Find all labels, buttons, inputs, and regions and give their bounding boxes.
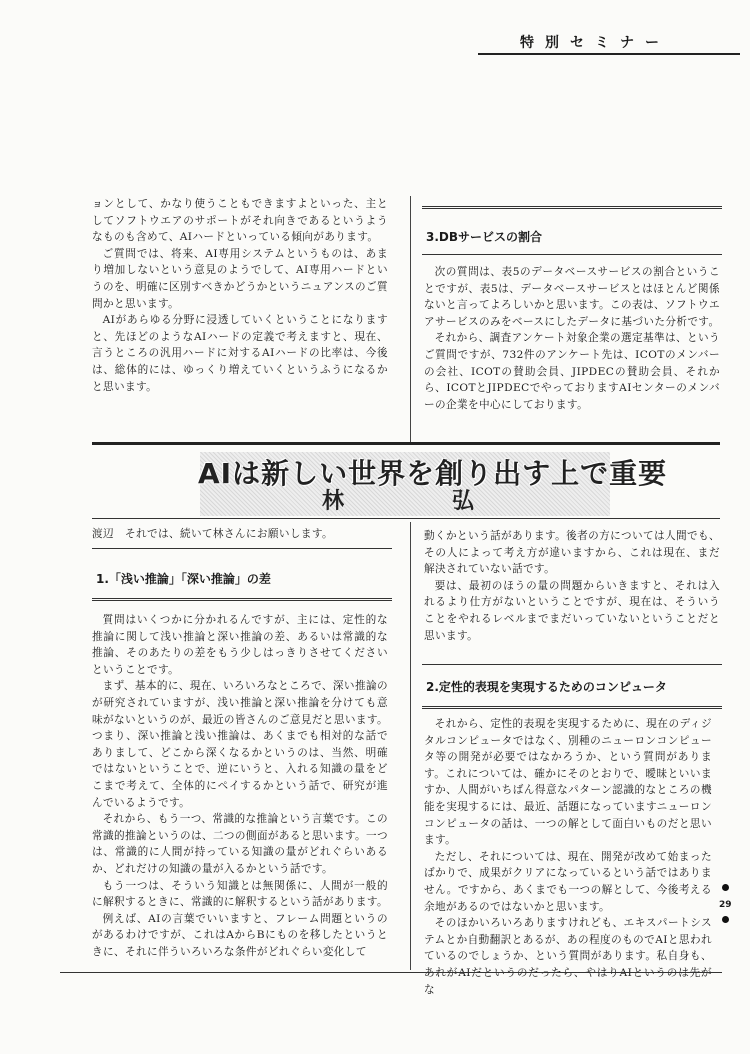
section-heading-db: 3.DBサービスの割合 [426, 230, 543, 244]
section-rule-top [422, 206, 722, 209]
paragraph: 要は、最初のほうの量の問題からいきますと、それは入れるより仕方がないということですが、現在は、そういうことをやれるレベルまでまだいっていないということだと思います。 [424, 579, 720, 642]
section-header-title: 特別セミナー [520, 35, 670, 51]
paragraph: もう一つは、そういう知識とは無関係に、人間が一般的に解釈するときに、常識的に解釈するという話があります。 [92, 879, 388, 909]
top-left-column [92, 196, 388, 395]
top-right-column [424, 264, 720, 413]
section-rule-top [422, 664, 722, 665]
bottom-right-column-b [424, 716, 712, 998]
article-top-rule [92, 442, 720, 445]
header-rule [478, 53, 740, 55]
bottom-right-column-a [424, 528, 720, 644]
section-rule [92, 598, 392, 601]
paragraph: ご質問では、将来、AI専用システムというものは、あまり増加しないという意見のようでして、AI専用ハードというのを、明確に区別すべきかどうかというニュアンスのご質問かと思います。 [92, 247, 388, 310]
paragraph: 質問はいくつかに分かれるんですが、主には、定性的な推論に関して浅い推論と深い推論の差、あるいは常識的な推論、そのあたりの差をもう少しはっきりさせてくださいということです。 [92, 614, 388, 676]
author-given-name: 弘 [452, 489, 475, 514]
bottom-left-column [92, 612, 388, 960]
paragraph: 例えば、AIの言葉でいいますと、フレーム問題というのがあるわけですが、これはAからBにものを移したというときに、それに伴ういろいろな条件がどれぐらい変化して [92, 912, 388, 958]
paragraph: 動くかという話があります。後者の方については人間でも、その人によって考え方が違いますから、これは現在、まだ解決されていない話です。 [424, 530, 720, 576]
paragraph: ただし、それについては、現在、開発が改めて始まったばかりで、成果がクリアになっているという話ではありません。ですから、あくまでも一つの解として、今後考える余地があるのではないかと思います。 [424, 850, 712, 913]
page-number: 29 [719, 900, 732, 910]
paragraph: それから、定性的表現を実現するために、現在のディジタルコンピュータではなく、別種のニューロンコンピュータ等の開発が必要ではなかろうか、という質問があります。これについては、確かにそのとおりで、曖昧といいますか、人間がいちばん得意なパターン認識的なところの機能を実現するには、最近、話題になっていますニューロンコンピュータの話は、一つの解として面白いものだと思います。 [424, 718, 712, 847]
article-title: AIは新しい世界を創り出す上で重要 [198, 457, 668, 490]
footer-rule [60, 972, 722, 973]
intro-text: 渡辺 それでは、続いて林さんにお願いします。 [92, 528, 334, 540]
paragraph: ョンとして、かなり使うこともできますよといった、主としてソフトウエアのサポートがそれ向きであるというようなものも含めて、AIハードといっている傾向があります。 [92, 198, 388, 244]
section-rule-bottom [422, 706, 722, 709]
column-divider-lower [410, 522, 411, 970]
page-marker-dot [722, 916, 729, 923]
section-heading-computer: 2.定性的表現を実現するためのコンピュータ [426, 680, 667, 694]
paragraph: そのほかいろいろありますけれども、エキスパートシステムとか自動翻訳とあるが、あの程度のものでAIと思われているのでしょうか、という質問があります。私自身も、あれがAIだというのだったら、やはりAIというのは先がな [424, 917, 712, 996]
author-family-name: 林 [322, 489, 345, 514]
paragraph: それから、調査アンケート対象企業の選定基準は、というご質問ですが、732件のアンケート先は、ICOTのメンバーの会社、ICOTの賛助会員、JIPDECの賛助会員、それから、ICOTとJIPDECでやっておりますAIセンターのメンバーの企業を中心にしております。 [424, 332, 720, 411]
column-divider-upper [410, 196, 411, 442]
article-title-rule [92, 518, 720, 519]
intro-line [92, 526, 392, 543]
paragraph: AIがあらゆる分野に浸透していくということになりますと、先ほどのようなAIハードの定義で考えますと、現在、言うところの汎用ハードに対するAIハードの比率は、今後は、総体的には、ゆっくり増えていくというふうになるかと思います。 [92, 314, 388, 393]
intro-rule [92, 548, 392, 549]
page-marker-dot [722, 884, 729, 891]
section-rule-bottom [422, 254, 722, 255]
paragraph: それから、もう一つ、常識的な推論という言葉です。この常識的推論というのは、二つの側面があると思います。一つは、常識的に人間が持っている知識の量がどれぐらいあるか、どれだけの知識の量が入るかという話です。 [92, 813, 388, 875]
paragraph: まず、基本的に、現在、いろいろなところで、深い推論のが研究されていますが、浅い推論と深い推論を分けても意味がないというのが、最近の皆さんのご意見だと思います。つまり、深い推論と浅い推論は、あくまでも相対的な話でありまして、どこから深くなるかというのは、当然、明確ではないということで、逆にいうと、入れる知識の量をどこまで考えて、全体的にペイするかという話で、研究が進んでいるようです。 [92, 680, 388, 809]
paragraph: 次の質問は、表5のデータベースサービスの割合ということですが、表5は、データベースサービスとはほとんど関係ないと言ってよろしいかと思います。この表は、ソフトウエアサービスのみをベースにしたデータに基づいた分析です。 [424, 266, 720, 328]
section-heading-inference: 1.「浅い推論」「深い推論」の差 [96, 572, 271, 586]
